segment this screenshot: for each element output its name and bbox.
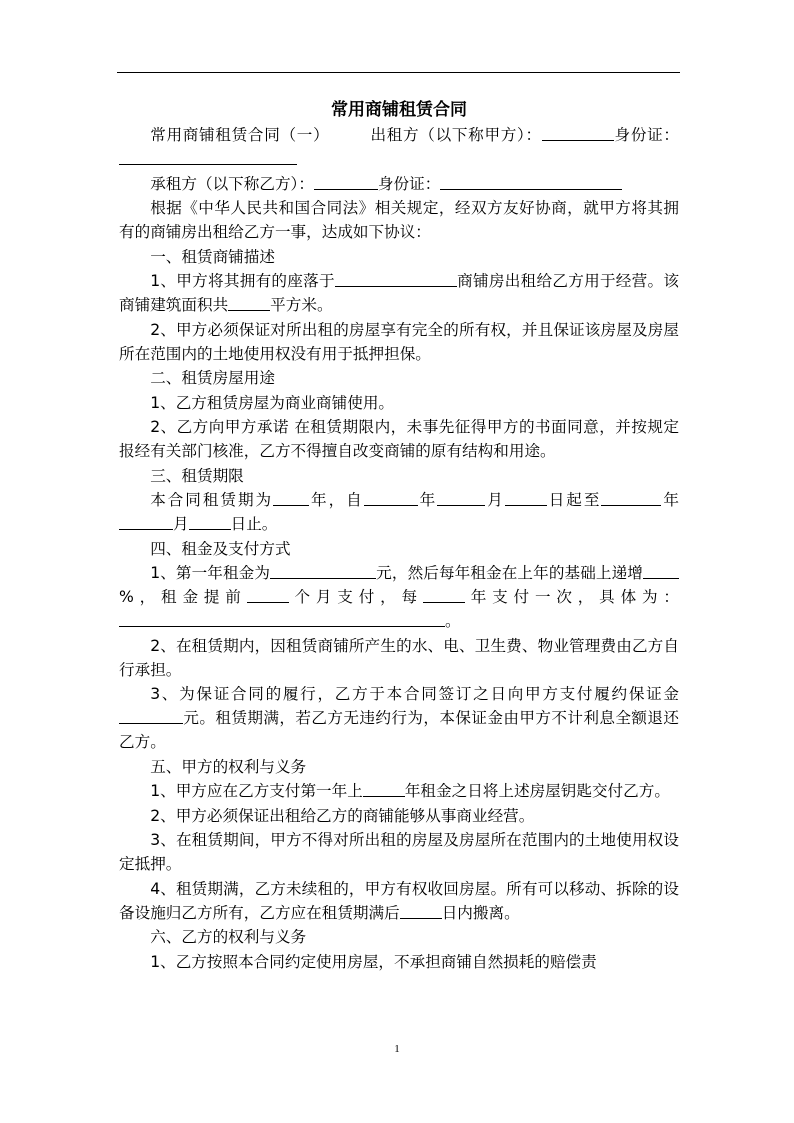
paragraph-text: 1、第一年租金为 (150, 564, 271, 582)
fill-in-blank (273, 489, 309, 506)
paragraph-text: 日起至 (546, 491, 602, 509)
paragraph-text: %，租金提前 (119, 588, 247, 606)
fill-in-blank (335, 270, 457, 287)
paragraph-text: 1、乙方租赁房屋为商业商铺使用。 (150, 393, 395, 412)
fill-in-blank (228, 294, 270, 311)
contract-paragraph (119, 779, 679, 803)
contract-paragraph (119, 682, 679, 754)
contract-paragraph (119, 391, 679, 415)
paragraph-text: 承租方（以下称乙方）： (150, 174, 314, 193)
paragraph-text: 3、在租赁期间，甲方不得对所出租的房屋及房屋所在范围内的土地使用权设定抵押。 (119, 831, 679, 873)
paragraph-text: 4、租赁期满，乙方未续租的，甲方有权收回房屋。所有可以移动、拆除的设备设施归乙方所有，乙方应在租赁期满后 (119, 879, 679, 922)
fill-in-blank (437, 489, 485, 506)
paragraph-text: 年，自 (309, 491, 364, 509)
paragraph-text: 商铺房出租给乙方用于经营。该商铺建筑面积共 (119, 272, 679, 314)
fill-in-blank (119, 610, 445, 627)
paragraph-text: 年 (417, 491, 438, 509)
paragraph-text: 年租金之日将上述房屋钥匙交付乙方。 (404, 782, 670, 800)
paragraph-text: 元。租赁期满，若乙方无违约行为，本保证金由甲方不计利息全额退还乙方。 (119, 709, 679, 751)
contract-paragraph (119, 269, 679, 317)
contract-paragraph (119, 366, 679, 390)
fill-in-blank (189, 513, 231, 530)
paragraph-text: 五、甲方的权利与义务 (150, 757, 307, 776)
paragraph-text: 一、租赁商铺描述 (150, 247, 275, 266)
paragraph-text: 2、在租赁期内，因租赁商铺所产生的水、电、卫生费、物业管理费由乙方自行承担。 (119, 636, 679, 679)
paragraph-text: 二、租赁房屋用途 (150, 369, 275, 387)
contract-paragraph (119, 245, 679, 269)
paragraph-text: 年 (661, 491, 679, 509)
paragraph-text: 根据《中华人民共和国合同法》相关规定，经双方友好协商，就甲方将其拥有的商铺房出租给乙方一事，达成如下协议： (119, 199, 679, 241)
contract-paragraph (119, 804, 679, 828)
paragraph-text: 3、为保证合同的履行，乙方于本合同签订之日向甲方支付履约保证金 (150, 685, 679, 703)
paragraph-text: 身份证： (377, 174, 441, 193)
fill-in-blank (505, 489, 547, 506)
contract-paragraph (119, 634, 679, 682)
fill-in-blank (601, 489, 661, 506)
contract-body (119, 98, 679, 974)
contract-paragraph (119, 561, 679, 633)
fill-in-blank (364, 489, 418, 506)
fill-in-blank (400, 902, 442, 919)
fill-in-blank (119, 707, 183, 724)
header-rule (117, 72, 680, 73)
fill-in-blank (643, 562, 679, 579)
paragraph-text: 身份证： (613, 126, 679, 144)
paragraph-list (119, 123, 679, 974)
contract-paragraph (119, 196, 679, 244)
contract-paragraph (119, 123, 679, 171)
fill-in-blank (119, 513, 173, 530)
fill-in-blank (423, 586, 465, 603)
paragraph-text: 2、乙方向甲方承诺 在租赁期限内，未事先征得甲方的书面同意，并按规定报经有关部门核准，乙方不得擅自改变商铺的原有结构和用途。 (119, 418, 679, 460)
paragraph-text: 月 (485, 491, 505, 509)
contract-paragraph (119, 537, 679, 561)
fill-in-blank (440, 173, 622, 190)
contract-paragraph (119, 415, 679, 463)
contract-paragraph (119, 877, 679, 925)
paragraph-text: 日内搬离。 (441, 903, 520, 922)
contract-paragraph (119, 488, 679, 536)
paragraph-text: 月 (173, 515, 189, 533)
fill-in-blank (119, 148, 297, 165)
paragraph-text: 元，然后每年租金在上年的基础上递增 (376, 564, 643, 582)
paragraph-text: 年支付一次，具体为： (464, 588, 679, 606)
fill-in-blank (363, 780, 405, 797)
paragraph-text: 1、甲方将其拥有的座落于 (150, 272, 335, 290)
document-title: 常用商铺租赁合同 (331, 100, 467, 120)
paragraph-text: 三、租赁期限 (150, 466, 244, 485)
contract-paragraph (119, 464, 679, 488)
paragraph-text: 1、乙方按照本合同约定使用房屋，不承担商铺自然损耗的赔偿责 (150, 952, 597, 971)
paragraph-text: 本合同租赁期为 (150, 491, 274, 509)
paragraph-text: 六、乙方的权利与义务 (150, 928, 307, 946)
paragraph-text: 平方米。 (270, 296, 333, 314)
fill-in-blank (542, 124, 614, 141)
paragraph-text: 1、甲方应在乙方支付第一年上 (150, 782, 363, 800)
contract-paragraph (119, 925, 679, 949)
contract-paragraph (119, 828, 679, 876)
fill-in-blank (247, 586, 289, 603)
paragraph-text: 2、甲方必须保证出租给乙方的商铺能够从事商业经营。 (150, 806, 535, 825)
fill-in-blank (270, 562, 376, 579)
contract-paragraph (119, 950, 679, 974)
page-number: 1 (394, 1043, 400, 1055)
paragraph-text: 。 (445, 612, 461, 630)
fill-in-blank (314, 173, 378, 190)
paragraph-text: 2、甲方必须保证对所出租的房屋享有完全的所有权，并且保证该房屋及房屋所在范围内的土地使用权没有用于抵押担保。 (119, 320, 679, 363)
contract-paragraph (119, 755, 679, 779)
paragraph-text: 常用商铺租赁合同（一） 出租方（以下称甲方）： (150, 126, 542, 144)
paragraph-text: 四、租金及支付方式 (150, 539, 291, 558)
contract-paragraph (119, 318, 679, 366)
contract-paragraph (119, 172, 679, 196)
paragraph-text: 个月支付，每 (288, 588, 423, 606)
paragraph-text: 日止。 (230, 515, 278, 533)
